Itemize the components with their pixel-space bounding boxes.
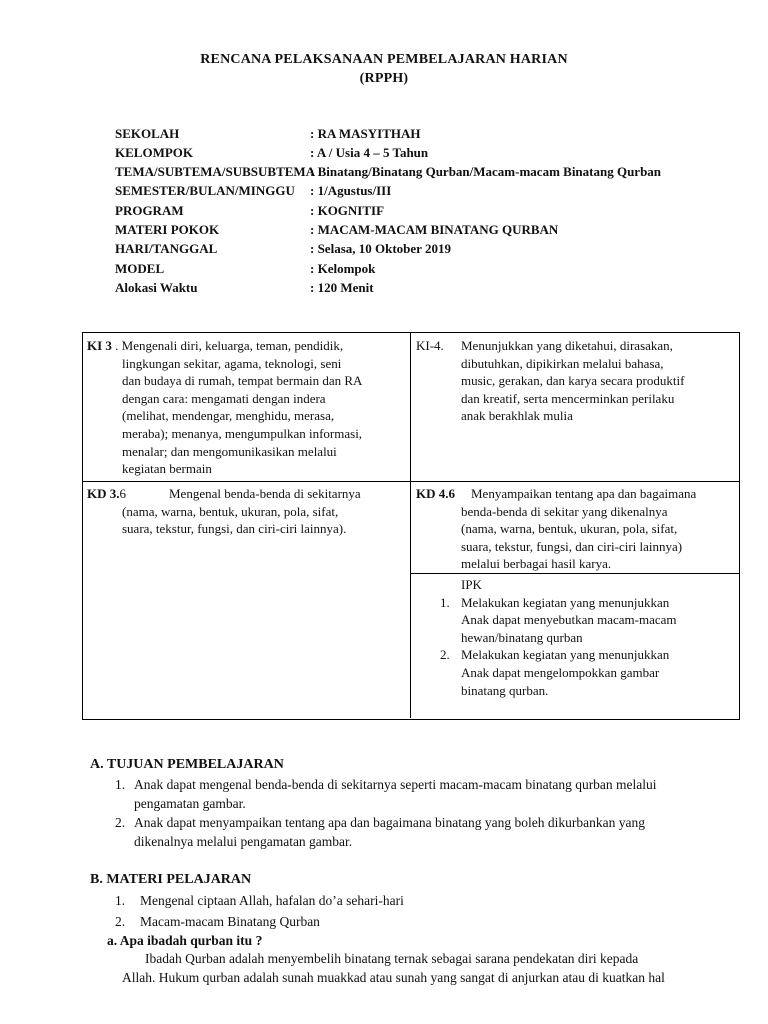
section-a-item-line: dikenalnya melalui pengamatan gambar. — [134, 834, 353, 849]
info-label: TEMA/SUBTEMA/SUBSUBTEMA — [115, 164, 316, 179]
table-divider — [410, 573, 740, 574]
ipk-cell — [416, 576, 734, 699]
section-b-paragraph-line: Ibadah Qurban adalah menyembelih binatang ternak sebagai sarana pendekatan diri kepada — [145, 951, 639, 966]
section-b-subheading: a. Apa ibadah qurban itu ? — [107, 933, 263, 948]
info-value: : Binatang/Binatang Qurban/Macam-macam Binatang Qurban — [310, 164, 662, 179]
section-b-item-text: Macam-macam Binatang Qurban — [140, 914, 320, 929]
kd36-label: KD 3.6 — [87, 486, 126, 501]
ki3-line: dengan cara: mengamati dengan indera — [122, 390, 326, 406]
info-label: MODEL — [115, 261, 165, 276]
ipk-item-line: hewan/binatang qurban — [461, 629, 583, 645]
section-b-item-text: Mengenal ciptaan Allah, hafalan do’a sehari-hari — [140, 893, 404, 908]
kd46-line: Menyampaikan tentang apa dan bagaimana — [471, 486, 697, 501]
kd46-line: suara, tekstur, fungsi, dan ciri-ciri lainnya) — [461, 538, 683, 554]
document-subtitle: (RPPH) — [359, 71, 409, 86]
info-value: : A / Usia 4 – 5 Tahun — [310, 145, 429, 160]
info-label: MATERI POKOK — [115, 222, 220, 237]
info-value: : Selasa, 10 Oktober 2019 — [310, 241, 451, 256]
ki4-line: Menunjukkan yang diketahui, dirasakan, — [461, 338, 673, 353]
ipk-item-line: Anak dapat menyebutkan macam-macam — [461, 612, 677, 628]
ki4-line: dan kreatif, serta mencerminkan perilaku — [461, 390, 675, 406]
document-title: RENCANA PELAKSANAAN PEMBELAJARAN HARIAN — [200, 52, 568, 67]
section-a-item — [115, 813, 735, 851]
table-divider — [82, 481, 740, 482]
ki3-line: . Mengenali diri, keluarga, teman, pendidik, — [111, 338, 344, 353]
kd36-cell — [87, 485, 405, 538]
kd46-line: melalui berbagai hasil karya. — [461, 556, 612, 572]
kd36-line: suara, tekstur, fungsi, dan ciri-ciri lainnya). — [122, 521, 347, 537]
ki3-line: meraba); menanya, mengumpulkan informasi, — [122, 425, 363, 441]
info-label: KELOMPOK — [115, 145, 193, 160]
section-a-item-line: Anak dapat menyampaikan tentang apa dan bagaimana binatang yang boleh dikurbankan yang — [134, 815, 645, 830]
info-value: : KOGNITIF — [310, 203, 385, 218]
ki4-line: music, gerakan, dan karya secara produktif — [461, 373, 685, 389]
kd46-line: benda-benda di sekitar yang dikenalnya — [461, 503, 668, 519]
kd36-line: (nama, warna, bentuk, ukuran, pola, sifat, — [122, 503, 339, 519]
ki3-line: (melihat, mendengar, menghidu, merasa, — [122, 408, 335, 424]
kd46-line: (nama, warna, bentuk, ukuran, pola, sifat, — [461, 521, 678, 537]
info-label: PROGRAM — [115, 203, 184, 218]
table-divider — [410, 332, 411, 718]
info-label: SEMESTER/BULAN/MINGGU — [115, 183, 295, 198]
info-value: : MACAM-MACAM BINATANG QURBAN — [310, 222, 559, 237]
ki3-line: menalar; dan mengomunikasikan melalui — [122, 443, 337, 459]
ipk-label: IPK — [461, 577, 482, 592]
section-b-paragraph-line: Allah. Hukum qurban adalah sunah muakkad atau sunah yang sangat di anjurkan atau di kuatkan hal — [122, 970, 665, 985]
section-b-heading: B. MATERI PELAJARAN — [90, 872, 252, 887]
kd46-cell — [416, 485, 734, 573]
section-a-heading: A. TUJUAN PEMBELAJARAN — [90, 757, 284, 772]
ki3-line: dan budaya di rumah, tempat bermain dan RA — [122, 373, 363, 389]
ipk-item-line: Anak dapat mengelompokkan gambar — [461, 664, 660, 680]
ki3-cell — [87, 337, 405, 478]
ki4-line: dibutuhkan, dipikirkan melalui bahasa, — [461, 355, 664, 371]
ipk-item-number: 2. — [440, 647, 450, 663]
section-b-item-number: 2. — [115, 914, 126, 929]
ki3-line: kegiatan bermain — [122, 461, 212, 477]
section-a-item-number: 2. — [115, 815, 126, 830]
ipk-item — [440, 594, 734, 647]
ipk-item-number: 1. — [440, 594, 450, 610]
info-value: : Kelompok — [310, 261, 376, 276]
ki4-label: KI-4. — [416, 338, 444, 353]
section-a-item-line: Anak dapat mengenal benda-benda di sekitarnya seperti macam-macam binatang qurban melalui — [134, 777, 657, 792]
ipk-item — [440, 646, 734, 699]
info-label: HARI/TANGGAL — [115, 241, 218, 256]
section-b-item-number: 1. — [115, 893, 126, 908]
info-value: : 1/Agustus/III — [310, 183, 392, 198]
section-a-item-number: 1. — [115, 777, 126, 792]
section-a-item — [115, 775, 735, 813]
ipk-item-line: Melakukan kegiatan yang menunjukkan — [461, 647, 670, 663]
info-value: : 120 Menit — [310, 280, 374, 295]
section-a-item-line: pengamatan gambar. — [134, 796, 246, 811]
info-value: : RA MASYITHAH — [310, 126, 421, 141]
info-label: Alokasi Waktu — [115, 280, 198, 295]
kd36-line: Mengenal benda-benda di sekitarnya — [169, 486, 361, 501]
ipk-item-line: Melakukan kegiatan yang menunjukkan — [461, 594, 670, 610]
kd46-label: KD 4.6 — [416, 486, 455, 501]
ki3-label: KI 3 — [87, 338, 112, 353]
info-label: SEKOLAH — [115, 126, 180, 141]
ipk-item-line: binatang qurban. — [461, 682, 549, 698]
ki3-line: lingkungan sekitar, agama, teknologi, seni — [122, 355, 342, 371]
ki4-line: anak berakhlak mulia — [461, 408, 573, 424]
ki4-cell — [416, 337, 734, 425]
